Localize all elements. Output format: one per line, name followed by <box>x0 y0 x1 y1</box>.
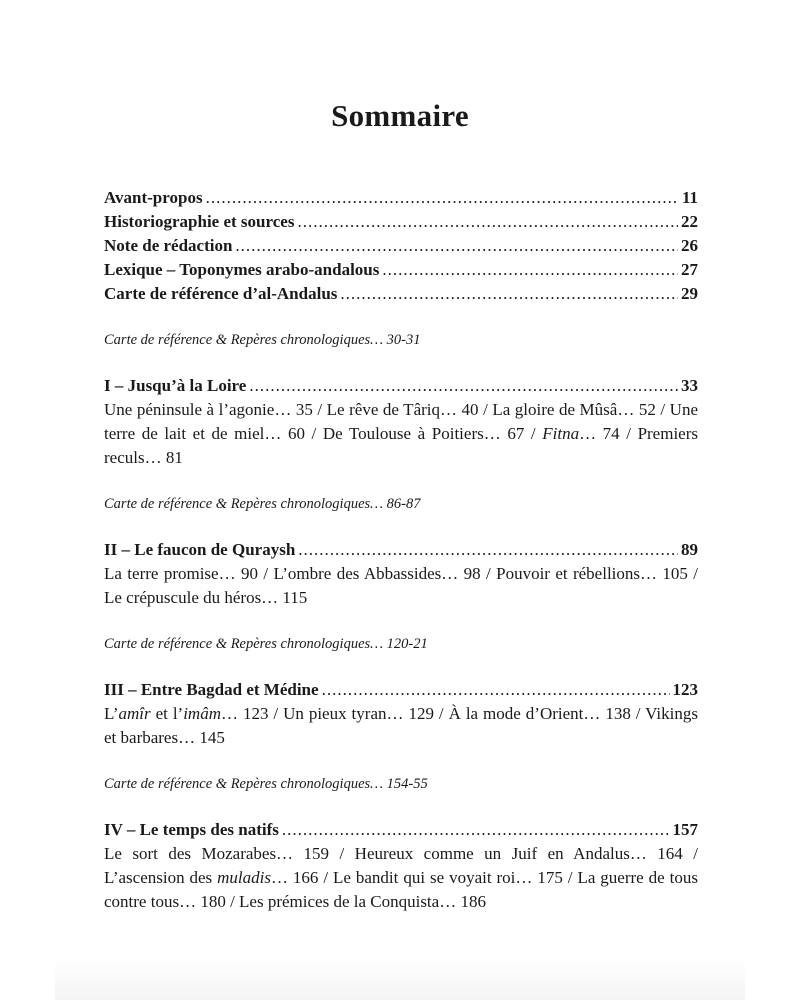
dot-leader <box>340 282 678 306</box>
toc-entry-label: Avant-propos <box>104 188 203 207</box>
chronology-note[interactable]: Carte de référence & Repères chronologiques… 30-31 <box>104 332 421 348</box>
chapter-1 <box>104 374 698 470</box>
chronology-note[interactable]: Carte de référence & Repères chronologiques… 154-55 <box>104 776 428 792</box>
chapter-sections <box>104 702 698 750</box>
section-text: Le sort des Mozarabes… 159 / Heureux comme un Juif en Andalus… 164 / L’ascension des <box>104 844 698 887</box>
chapter-title-entry[interactable] <box>104 538 698 562</box>
chapter-title: IV – Le temps des natifs <box>104 820 279 839</box>
page-bottom-shadow <box>55 958 745 1000</box>
chapter-title-entry[interactable] <box>104 374 698 398</box>
dot-leader <box>282 818 670 842</box>
chapter-page: 123 <box>672 680 698 699</box>
chapter-4 <box>104 818 698 914</box>
section-text: L’ <box>104 704 119 723</box>
dot-leader <box>297 210 678 234</box>
dot-leader <box>206 186 679 210</box>
toc-entry-historiographie[interactable] <box>104 210 698 234</box>
toc-entry-label: Lexique – Toponymes arabo-andalous <box>104 260 380 279</box>
toc-entry-page: 26 <box>681 236 698 255</box>
section-text-italic: Fitna <box>542 424 580 443</box>
chapter-title-entry[interactable] <box>104 678 698 702</box>
page-title: Sommaire <box>331 98 469 133</box>
toc-entry-page: 29 <box>681 284 698 303</box>
chapter-sections <box>104 562 698 610</box>
dot-leader <box>322 678 670 702</box>
toc-entry-label: Carte de référence d’al-Andalus <box>104 284 338 303</box>
dot-leader <box>235 234 678 258</box>
section-text-italic: muladis <box>217 868 271 887</box>
toc-entry-page: 27 <box>681 260 698 279</box>
chronology-note[interactable]: Carte de référence & Repères chronologiques… 120-21 <box>104 636 428 652</box>
chapter-title: II – Le faucon de Quraysh <box>104 540 296 559</box>
toc-entry-avant-propos[interactable] <box>104 186 698 210</box>
chapter-3 <box>104 678 698 750</box>
table-of-contents <box>104 186 698 914</box>
chapter-page: 157 <box>672 820 698 839</box>
dot-leader <box>249 374 678 398</box>
section-text: … 166 / Le bandit qui se voyait roi… 175 / La guerre de tous contre tous… 180 / Les prémices de la Conquista… 186 <box>104 868 698 911</box>
section-text: … 74 / Premiers reculs… 81 <box>104 424 699 467</box>
toc-entry-page: 11 <box>681 188 698 207</box>
dot-leader <box>298 538 678 562</box>
chapter-2 <box>104 538 698 610</box>
toc-entry-page: 22 <box>681 212 698 231</box>
chapter-page: 33 <box>681 376 698 395</box>
section-text: … 123 / Un pieux tyran… 129 / À la mode d’Orient… 138 / Vikings et barbares… 145 <box>104 704 698 747</box>
section-text: et l’ <box>150 704 184 723</box>
chapter-sections <box>104 842 698 914</box>
toc-entry-lexique[interactable] <box>104 258 698 282</box>
toc-entry-label: Note de rédaction <box>104 236 233 255</box>
chapter-title-entry[interactable] <box>104 818 698 842</box>
dot-leader <box>382 258 678 282</box>
chronology-note[interactable]: Carte de référence & Repères chronologiques… 86-87 <box>104 496 421 512</box>
toc-entry-carte-reference[interactable] <box>104 282 698 306</box>
chapter-sections <box>104 398 698 470</box>
front-matter-list <box>104 186 698 306</box>
toc-entry-note-redaction[interactable] <box>104 234 698 258</box>
section-text: Une péninsule à l’agonie… 35 / Le rêve de Târiq… 40 / La gloire de Mûsâ… 52 / Une terre de lait et de miel… 60 / De Toulouse à Poitiers… 67 / <box>104 400 698 443</box>
section-text: La terre promise… 90 / L’ombre des Abbassides… 98 / Pouvoir et rébellions… 105 / Le crépuscule du héros… 115 <box>104 564 698 607</box>
chapter-page: 89 <box>681 540 698 559</box>
chapter-title: I – Jusqu’à la Loire <box>104 376 247 395</box>
section-text-italic: amîr <box>118 704 151 723</box>
chapter-title: III – Entre Bagdad et Médine <box>104 680 319 699</box>
section-text-italic: imâm <box>183 704 221 723</box>
toc-entry-label: Historiographie et sources <box>104 212 295 231</box>
